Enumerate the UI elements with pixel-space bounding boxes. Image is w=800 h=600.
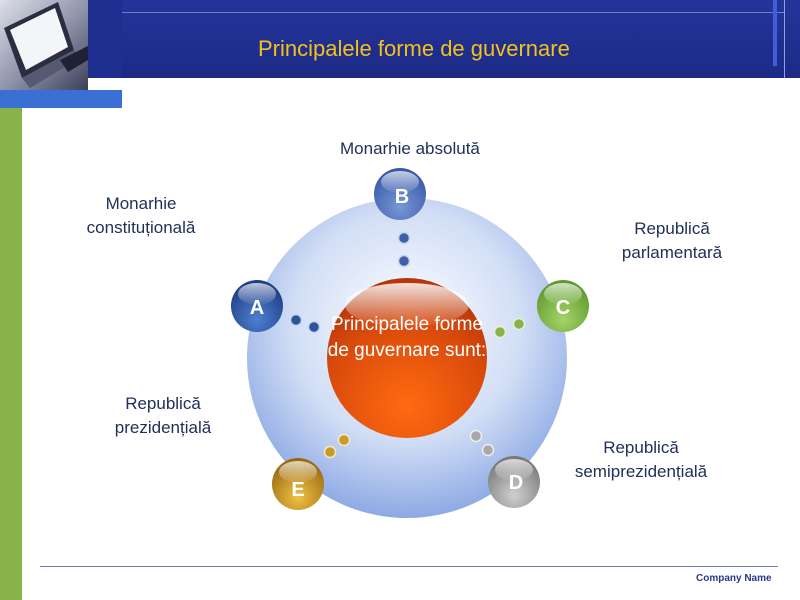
node-d — [488, 456, 540, 508]
footer-divider — [40, 566, 778, 567]
label-monarhie-constitutionala — [76, 192, 206, 240]
label-republica-parlamentara — [608, 217, 736, 265]
label-a-line-1: Monarhie — [105, 194, 177, 213]
label-d-line-2: semiprezidențială — [574, 462, 708, 482]
label-e-line-1: Republică — [125, 394, 201, 413]
node-c — [537, 280, 589, 332]
label-republica-prezidentiala — [102, 392, 224, 440]
company-name: Company Name — [696, 573, 772, 584]
page-title: Principalele forme de guvernare — [258, 36, 570, 61]
label-d-line-1: Republică — [603, 438, 679, 457]
node-b — [374, 168, 426, 220]
node-c-letter: C — [555, 297, 571, 319]
label-c-line-1: Republică — [634, 219, 710, 238]
node-d-letter: D — [508, 472, 524, 494]
node-e-letter: E — [291, 479, 305, 501]
node-a-letter: A — [249, 297, 265, 319]
node-b-letter: B — [394, 186, 410, 208]
node-a — [231, 280, 283, 332]
label-c-line-2: parlamentară — [621, 243, 723, 263]
label-a-line-2: constituțională — [86, 218, 196, 238]
label-republica-semiprezidentiala — [560, 436, 722, 484]
center-label: Principalele forme de guvernare sunt: — [327, 314, 487, 362]
label-monarhie-absoluta — [340, 137, 480, 161]
label-b-line-1: Monarhie absolută — [340, 139, 480, 158]
label-e-line-2: prezidențială — [114, 418, 212, 438]
node-e — [272, 458, 324, 510]
